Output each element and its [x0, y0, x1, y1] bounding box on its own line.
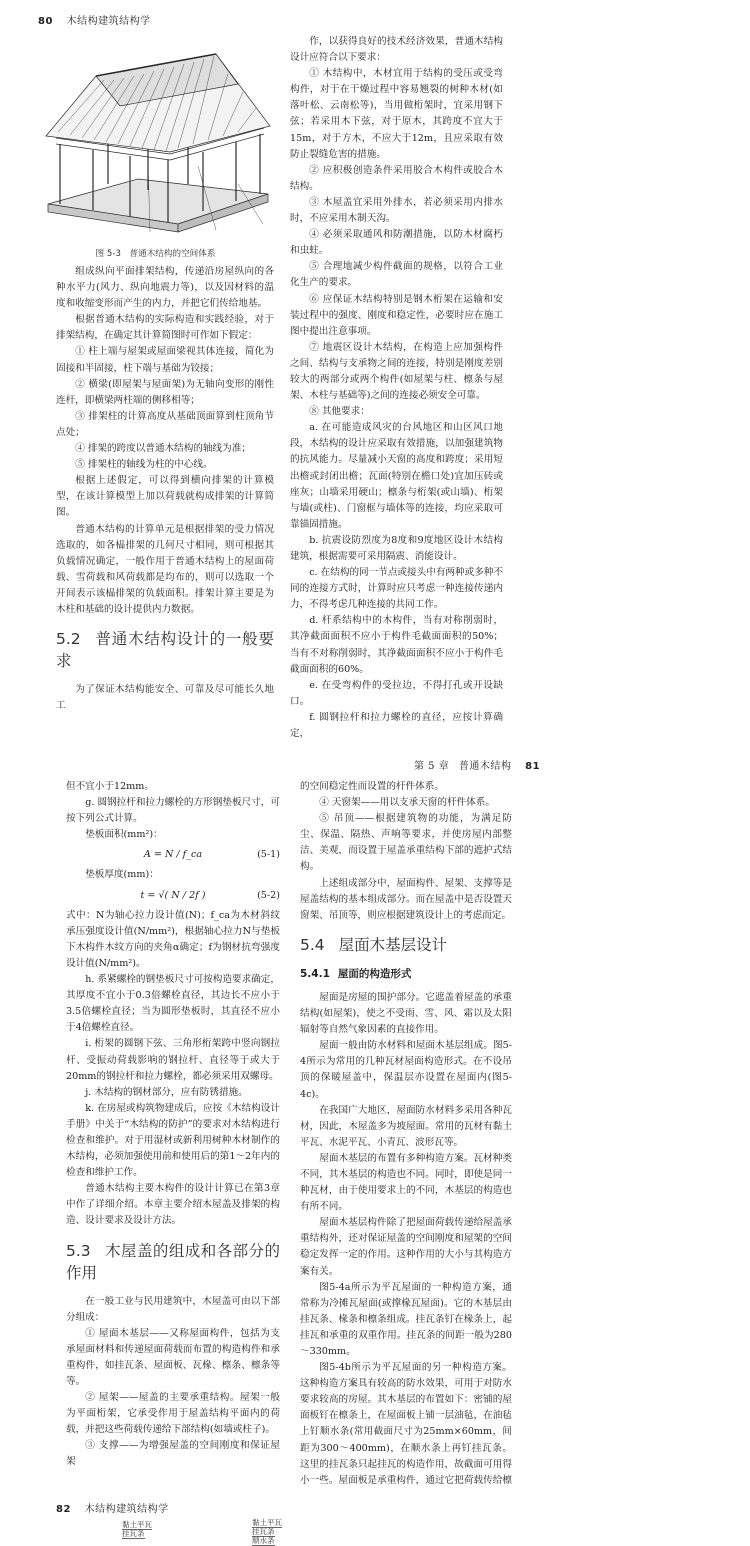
page-82 — [0, 1490, 750, 1546]
paragraph: 图5-4b所示为平瓦屋面的另一种构造方案。这种构造方案具有较高的防水效果，可用于对防水要求较高的房屋。其木基层的布置如下：密铺的屋面板钉在檩条上，在屋面板上铺一层油毡，在油毡上钉顺水条(常用截面尺寸为25mm×60mm，间距为300～400mm)，在顺水条上再钉挂瓦条。这里的挂瓦条只起挂瓦的构造作用，故截面可用得小一些。屋面板是承重构件，通过它把荷载传给檩 — [300, 1362, 512, 1486]
paragraph: 在一般工业与民用建筑中，木屋盖可由以下部分组成： — [66, 1295, 280, 1323]
running-header — [56, 1500, 169, 1515]
paragraph: ③ 支撑——为增强屋盖的空间刚度和保证屋架 — [66, 1440, 280, 1468]
section-heading-5-2 — [56, 628, 274, 672]
paragraph: ② 屋架——屋盖的主要承重结构。屋架一般为平面桁架，它承受作用于屋盖结构平面内的荷载，并把这些荷载传递给下部结构(如墙或柱子)。 — [66, 1392, 280, 1436]
paragraph: i. 桁架的圆钢下弦、三角形桁架跨中竖向钢拉杆、受振动荷载影响的钢拉杆、直径等于或大于20mm的钢拉杆和拉力螺栓，都必须采用双螺母。 — [66, 1038, 280, 1082]
paragraph: ① 柱上端与屋架或屋面梁视其体连接，简化为固接和半固接，柱下端与基础为铰接； — [56, 346, 274, 374]
figure-label: 挂瓦条 — [252, 1527, 275, 1536]
section-number: 5.4 — [300, 935, 325, 954]
paragraph: 作，以获得良好的技术经济效果，普通木结构设计应符合以下要求： — [290, 36, 503, 64]
page-80 — [0, 0, 750, 740]
paragraph: 但不宜小于12mm。 — [66, 781, 154, 792]
paragraph: f. 圆钢拉杆和拉力螺栓的直径，应按计算确定， — [290, 711, 503, 740]
subsection-number: 5.4.1 — [300, 967, 330, 980]
page-81 — [0, 745, 750, 1486]
section-number: 5.2 — [56, 630, 81, 649]
figure-label: 黏土平瓦 — [252, 1518, 282, 1527]
paragraph: ⑦ 地震区设计木结构，在构造上应加强构件之间、结构与支承物之间的连接，特别是刚度差别较大的两部分或两个构件(如屋架与柱、檩条与屋架、木柱与基础等)之间的连接必须安全可靠。 — [290, 341, 503, 402]
page-number: 80 — [38, 16, 53, 27]
paragraph: ③ 木屋盖宜采用外排水，若必须采用内排水时，不应采用木制天沟。 — [290, 196, 503, 225]
subsection-title: 屋面的构造形式 — [337, 967, 412, 980]
paragraph: 式中：N为轴心拉力设计值(N)；f_ca为木材斜纹承压强度设计值(N/mm²)，根据轴心拉力N与垫板下木构件木纹方向的夹角α确定；f为钢材抗弯强度设计值(N/mm²)。 — [66, 909, 280, 969]
left-column — [66, 779, 280, 1471]
paragraph: ⑥ 应保证木结构特别是钢木桁架在运输和安装过程中的强度、刚度和稳定性，必要时应在施工图中提出注意事项。 — [290, 293, 503, 337]
paragraph: ⑤ 吊顶——根据建筑物的功能，为满足防尘、保温、隔热、声响等要求，并使房屋内部整洁、美观，而设置于屋盖承重结构下部的遮护式结构。 — [300, 813, 512, 873]
paragraph: ④ 排架的跨度以普通木结构的轴线为准； — [75, 443, 251, 455]
paragraph: 上述组成部分中，屋面构件、屋架、支撑等是屋盖结构的基本组成部分。而在屋盖中是否设置天窗架、吊顶等，则应根据建筑设计上的考虑而定。 — [300, 877, 512, 921]
paragraph: ④ 必须采取通风和防潮措施，以防木材腐朽和虫蛀。 — [290, 229, 503, 257]
right-column — [300, 779, 512, 1505]
paragraph: ② 应积极创造条件采用胶合木构件或胶合木结构。 — [290, 164, 503, 192]
paragraph: ① 木结构中，木材宜用于结构的受压或受弯构件，对于在干燥过程中容易翘裂的树种木材(如落叶松、云南松等)，当用做桁架时，宜采用钢下弦；若采用木下弦，对于原木，其跨度不宜大于15m，对于方木，不应大于12m，且应采取有效防止裂缝危害的措施。 — [290, 68, 503, 160]
formula-number: (5-2) — [257, 889, 280, 901]
paragraph: 根据上述假定，可以得到横向排架的计算模型，在该计算模型上加以荷载就构成排架的计算简图。 — [56, 475, 274, 519]
paragraph: ⑧ 其他要求： — [309, 406, 370, 418]
section-title: 普通木结构设计的一般要求 — [56, 630, 274, 671]
paragraph: 屋面是房屋的围护部分。它遮盖着屋盖的承重结构(如屋架)，使之不受雨、雪、风、霜以及太阳辐射等自然气象因素的直接作用。 — [300, 991, 512, 1036]
book-title: 木结构建筑结构学 — [84, 1504, 169, 1515]
paragraph: ④ 天窗架——用以支承天窗的杆件体系。 — [319, 797, 495, 809]
left-column — [56, 264, 274, 714]
figure-caption: 图 5-3 普通木结构的空间体系 — [95, 249, 216, 259]
page-number: 81 — [525, 761, 541, 772]
paragraph: c. 在结构的同一节点或接头中有两种或多种不同的连接方式时，计算时应只考虑一种连接传递内力，不得考虑几种连接的共同工作。 — [290, 567, 503, 611]
chapter-label: 第 5 章 — [414, 761, 450, 772]
subsection-heading-5-4-1 — [300, 966, 512, 982]
formula-number: (5-1) — [257, 849, 280, 861]
paragraph: 屋面木基层的布置有多种构造方案。瓦材种类不同，其木基层的构造也不同。同时，即使是同一种瓦材，由于使用要求上的不同，木基层的构造也有所不同。 — [300, 1152, 512, 1213]
running-header — [38, 12, 151, 27]
paragraph: 在我国广大地区，屋面防水材料多采用各种瓦材，因此，木屋盖多为坡屋面。常用的瓦材有黏土平瓦、水泥平瓦、小青瓦、波形瓦等。 — [300, 1104, 512, 1148]
paragraph: k. 在房屋或构筑物建成后，应按《木结构设计手册》中关于“木结构的防护”的要求对木结构进行检查和维护。对于用湿材或新利用树种木材制作的木结构，必须加强使用前和使用后的第1～2年内的检查和维护工作。 — [66, 1102, 280, 1179]
formula-5-2 — [66, 888, 280, 904]
paragraph: 普通木结构主要木构件的设计计算已在第3章中作了详细介绍。本章主要介绍木屋盖及排架的构造、设计要求及设计方法。 — [66, 1183, 280, 1227]
paragraph: 组成纵向平面排架结构，传递沿房屋纵向的各种水平力(风力、纵向地震力等)，以及因材料的温度和收缩变形而产生的内力，并把它们传给地基。 — [56, 266, 274, 310]
paragraph: e. 在受弯构件的受拉边，不得打孔或开设缺口。 — [290, 679, 503, 707]
paragraph: b. 抗震设防烈度为8度和9度地区设计木结构建筑，根据需要可采用隔震、消能设计。 — [290, 534, 503, 562]
right-column — [290, 34, 503, 742]
section-title: 屋面木基层设计 — [338, 935, 448, 954]
paragraph: ③ 排架柱的计算高度从基础顶面算到柱顶角节点处； — [56, 410, 274, 438]
paragraph: 为了保证木结构能安全、可靠及尽可能长久地工 — [56, 684, 274, 712]
chapter-title: 普通木结构 — [458, 761, 512, 772]
paragraph: 垫板面积(mm²)： — [85, 829, 163, 841]
page-number: 82 — [56, 1504, 71, 1515]
figure-label: 顺水条 — [252, 1536, 275, 1545]
figure-label: 挂瓦条 — [122, 1529, 145, 1538]
formula-expression: A = N / f_ca — [143, 849, 203, 861]
paragraph: ⑤ 合理地减少构件截面的规格，以符合工业化生产的要求。 — [290, 261, 503, 289]
paragraph: h. 系紧螺栓的钢垫板尺寸可按构造要求确定，其厚度不宜小于0.3倍螺栓直径，其边长不应小于3.5倍螺栓直径；当为圆形垫板时，其直径不应小于4倍螺栓直径。 — [66, 974, 280, 1034]
figure-label: 黏土平瓦 — [122, 1520, 152, 1529]
paragraph: 图5-4a所示为平瓦屋面的一种构造方案，通常称为冷摊瓦屋面(或撑椽瓦屋面)。它的木基层由挂瓦条、椽条和檩条组成。挂瓦条钉在椽条上，起挂瓦和承重的双重作用。挂瓦条的间距一般为280～330mm。 — [300, 1281, 512, 1357]
section-heading-5-3 — [66, 1240, 280, 1284]
paragraph: 普通木结构的计算单元是根据排架的受力情况选取的，如各榀排架的几何尺寸相同，则可根据其负载情况确定，一般作用于普通木结构上的屋面荷载、雪荷载和风荷载都是均布的，则可以选取一个开间表示该榀排架的负载面积。排架计算主要是为木柱和基础的设计提供内力数据。 — [56, 523, 274, 615]
paragraph: 根据普通木结构的实际构造和实践经验，对于排架结构，在确定其计算简图时可作如下假定： — [56, 314, 274, 342]
formula-5-1 — [66, 847, 280, 863]
paragraph: ② 横梁(即屋架与屋面架)为无轴向变形的刚性连杆，即横梁两柱端的侧移相等； — [56, 378, 274, 406]
formula-expression: t = √( N / 2f ) — [140, 889, 206, 901]
running-header — [414, 757, 550, 772]
paragraph: ⑤ 排架柱的轴线为柱的中心线。 — [75, 459, 213, 471]
section-title: 木屋盖的组成和各部分的作用 — [66, 1241, 280, 1282]
book-title: 木结构建筑结构学 — [66, 16, 151, 27]
paragraph: a. 在可能造成风灾的台风地区和山区风口地段，木结构的设计应采取有效措施，以加强建筑物的抗风能力。尽量减小天窗的高度和跨度；采用短出檐或封闭出檐；瓦面(特别在檐口处)宜加压砖或座灰；山墙采用硬山；檩条与桁架(或山墙)、桁架与墙(或柱)、门窗框与墙体等的连接，均应采取可靠锚固措施。 — [290, 422, 503, 530]
paragraph: 的空间稳定性而设置的杆件体系。 — [300, 781, 444, 792]
paragraph: d. 杆系结构中的木构件，当有对称削弱时，其净截面面积不应小于构件毛截面面积的50%；当有不对称削弱时，其净截面面积不应小于构件毛截面面积的60%。 — [290, 615, 503, 675]
timber-frame-figure — [38, 34, 273, 234]
paragraph: j. 木结构的钢材部分，应有防锈措施。 — [85, 1086, 248, 1098]
paragraph: 屋面木基层构件除了把屋面荷载传递给屋盖承重结构外，还对保证屋盖的空间刚度和屋架的空间稳定发挥一定的作用。这种作用的大小与其构造方案有关。 — [300, 1217, 512, 1277]
paragraph: g. 圆钢拉杆和拉力螺栓的方形钢垫板尺寸，可按下列公式计算。 — [66, 797, 280, 825]
section-number: 5.3 — [66, 1241, 91, 1260]
paragraph: 垫板厚度(mm)： — [85, 869, 159, 881]
paragraph: ① 屋面木基层——又称屋面构件，包括为支承屋面材料和传递屋面荷载而布置的构造构件和承重构件，如挂瓦条、屋面板、瓦椽、檩条、檩条等等。 — [66, 1327, 280, 1387]
paragraph: 屋面一般由防水材料和屋面木基层组成。图5-4所示为常用的几种瓦材屋面构造形式。在不设吊顶的保暖屋盖中，保温层亦设置在屋面内(图5-4c)。 — [300, 1040, 512, 1100]
section-heading-5-4 — [300, 934, 512, 956]
